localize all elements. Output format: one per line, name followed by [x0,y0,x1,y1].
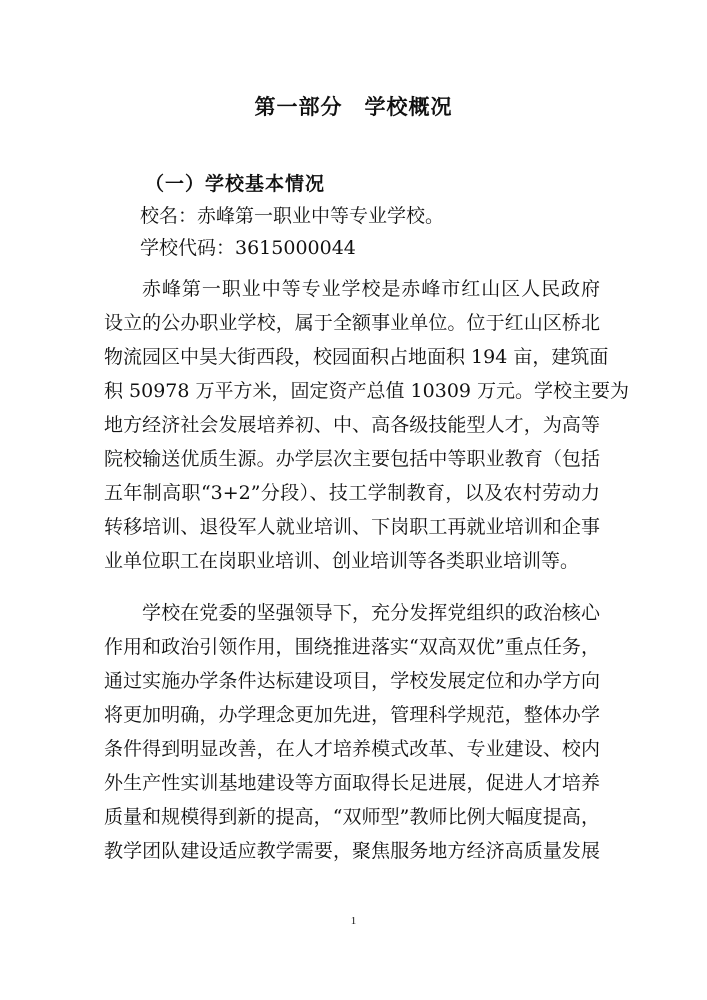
paragraph-line: 条件得到明显改善，在人才培养模式改革、专业建设、校内 [104,738,600,760]
section-heading: （一）学校基本情况 [145,173,326,195]
paragraph-line: 五年制高职“3+2”分段）、技工学制教育，以及农村劳动力 [104,482,600,504]
paragraph-line: 通过实施办学条件达标建设项目，学校发展定位和办学方向 [104,670,600,692]
school-code-line: 学校代码：3615000044 [140,237,356,259]
paragraph-line: 将更加明确，办学理念更加先进，管理科学规范，整体办学 [104,704,600,726]
paragraph-line: 物流园区中昊大街西段，校园面积占地面积 194 亩，建筑面 [104,346,609,368]
paragraph-development [104,596,600,868]
paragraph-line: 地方经济社会发展培养初、中、高各级技能型人才，为高等 [104,414,600,436]
page-title: 第一部分 学校概况 [254,95,453,119]
paragraph-overview [104,272,630,578]
paragraph-line: 作用和政治引领作用，围绕推进落实“双高双优”重点任务， [104,636,600,658]
paragraph-line: 赤峰第一职业中等专业学校是赤峰市红山区人民政府 [142,278,600,300]
paragraph-line: 院校输送优质生源。办学层次主要包括中等职业教育（包括 [104,448,600,470]
page-number: 1 [350,915,357,927]
paragraph-line: 外生产性实训基地建设等方面取得长足进展，促进人才培养 [104,772,600,794]
paragraph-line: 积 50978 万平方米，固定资产总值 10309 万元。学校主要为 [104,380,630,402]
paragraph-line: 业单位职工在岗职业培训、创业培训等各类职业培训等。 [104,550,580,572]
paragraph-line: 设立的公办职业学校，属于全额事业单位。位于红山区桥北 [104,312,600,334]
paragraph-line: 学校在党委的坚强领导下，充分发挥党组织的政治核心 [142,602,600,624]
school-name-line: 校名：赤峰第一职业中等专业学校。 [140,205,445,227]
paragraph-line: 质量和规模得到新的提高，“双师型”教师比例大幅度提高， [104,806,600,828]
paragraph-line: 教学团队建设适应教学需要，聚焦服务地方经济高质量发展 [104,840,600,862]
paragraph-line: 转移培训、退役军人就业培训、下岗职工再就业培训和企事 [104,516,600,538]
